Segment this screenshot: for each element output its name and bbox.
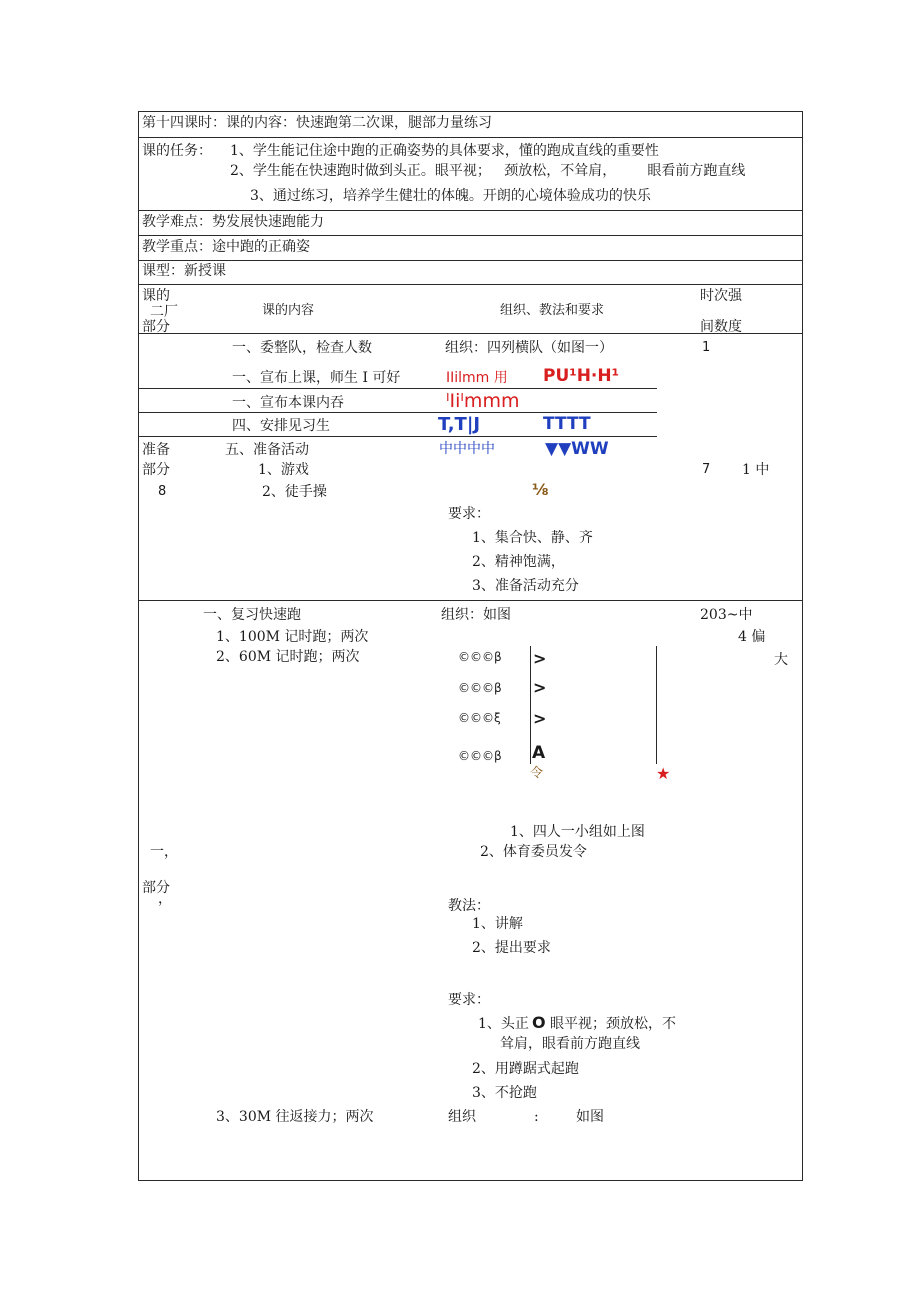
row-rule — [138, 235, 803, 236]
prep-num-mid: 1 中 — [742, 462, 770, 478]
main-org-2a: 组织 — [448, 1109, 476, 1125]
row-rule — [138, 210, 803, 211]
row-rule — [138, 137, 803, 138]
main-title: 一、复习快速跑 — [203, 607, 301, 623]
prep-item-2: 一、宣布上课，师生 I 可好 — [232, 370, 401, 386]
row-rule — [138, 600, 803, 601]
formation-figure: ⅛ — [532, 480, 549, 499]
run-arrow-icon: > — [533, 649, 547, 668]
formation-figure: TTTT — [543, 414, 591, 434]
prep-side-2: 部分 — [142, 462, 170, 478]
prep-org: 组织：四列横队（如图一） — [445, 340, 613, 356]
prep-item-1: 一、委整队，检查人数 — [232, 340, 372, 356]
col-part-1: 课的 — [142, 288, 170, 304]
inner-rule — [138, 436, 657, 437]
col-time-2: 间数度 — [700, 319, 742, 335]
table-left-border — [138, 111, 139, 1180]
runner-row: ©©©ξ — [458, 711, 501, 725]
group-note-1: 1、四人一小组如上图 — [510, 824, 645, 840]
runner-row: ©©©β — [458, 749, 502, 763]
main-stat-2: 4 偏 — [738, 629, 766, 645]
group-note-2: 2、体育委员发令 — [480, 844, 587, 860]
diagram-finish-line — [656, 646, 657, 764]
formation-figure: ᴵIiᴵmmm — [446, 390, 520, 412]
runner-row: ©©©β — [458, 681, 502, 695]
inner-rule — [138, 412, 657, 413]
task-3: 3、通过练习，培养学生健壮的体魄。开朗的心境体验成功的快乐 — [250, 188, 651, 204]
teach-item-1: 1、讲解 — [472, 916, 523, 932]
teach-label: 教法： — [448, 898, 490, 914]
prep-req-1: 1、集合快、静、齐 — [472, 530, 593, 546]
prep-req-label: 要求： — [448, 506, 490, 522]
formation-figure: 中中中中 — [439, 441, 495, 457]
lesson-title: 第十四课时：课的内容：快速跑第二次课，腿部力量练习 — [142, 115, 492, 131]
prep-req-2: 2、精神饱满， — [472, 554, 565, 570]
run-arrow-icon: > — [533, 709, 547, 728]
main-item-2: 2、60M 记时跑；两次 — [216, 649, 360, 665]
row-rule — [138, 284, 803, 285]
formation-figure: ▼▼WW — [545, 439, 609, 459]
table-right-border — [802, 111, 803, 1180]
task-1: 1、学生能记住途中跑的正确姿势的具体要求，懂的跑成直线的重要性 — [230, 143, 659, 159]
prep-side-3: 8 — [158, 484, 167, 499]
difficulty: 教学难点：势发展快速跑能力 — [142, 214, 324, 230]
prep-item-3: 一、宣布本课内吞 — [232, 395, 344, 411]
teach-item-2: 2、提出要求 — [472, 940, 551, 956]
main-side-1: 一， — [150, 844, 178, 860]
main-side-3: ， — [158, 891, 172, 907]
prep-item-5: 五、准备活动 — [225, 442, 309, 458]
main-req-1b: O — [532, 1013, 546, 1032]
prep-item-4: 四、安排见习生 — [232, 418, 330, 434]
formation-figure: IIilmm 用 — [446, 370, 508, 386]
col-method: 组织、教法和要求 — [500, 303, 605, 318]
starter-label: 令 — [530, 766, 544, 781]
task-label: 课的任务： — [142, 143, 212, 159]
col-content: 课的内容 — [262, 303, 315, 318]
prep-req-3: 3、准备活动充分 — [472, 578, 579, 594]
col-part-2: 二厂 — [150, 304, 178, 320]
main-side-2: 部分 — [142, 880, 170, 896]
main-req-1a: 1、头正 — [478, 1016, 529, 1032]
main-req-2: 2、用蹲踞式起跑 — [472, 1061, 579, 1077]
prep-side-1: 准备 — [142, 442, 170, 458]
row-rule — [138, 260, 803, 261]
formation-figure: PU¹H·H¹ — [543, 366, 620, 386]
runner-row: ©©©β — [458, 650, 502, 664]
inner-rule — [138, 388, 657, 389]
main-item-3: 3、30M 往返接力；两次 — [216, 1109, 374, 1125]
star-icon: ★ — [656, 764, 671, 783]
lesson-type: 课型：新授课 — [142, 263, 226, 279]
table-top-border — [138, 111, 803, 112]
prep-num-7: 7 — [702, 462, 711, 477]
prep-item-6: 1、游戏 — [258, 462, 309, 478]
prep-item-7: 2、徒手操 — [262, 484, 327, 500]
main-item-1: 1、100M 记时跑；两次 — [216, 629, 369, 645]
run-arrow-icon: > — [533, 678, 547, 697]
main-req-3: 3、不抢跑 — [472, 1085, 537, 1101]
main-req-label: 要求： — [448, 992, 490, 1008]
formation-figure: T,T|J — [438, 414, 481, 435]
col-part-3: 部分 — [142, 319, 170, 335]
main-org-2c: 如图 — [576, 1109, 604, 1125]
run-marker-icon: A — [532, 743, 546, 763]
main-org: 组织：如图 — [441, 607, 511, 623]
key-point: 教学重点：途中跑的正确姿 — [142, 239, 310, 255]
main-stat-1: 203~中 — [700, 607, 753, 623]
task-2: 2、学生能在快速跑时做到头正。眼平视； 颈放松，不耸肩， 眼看前方跑直线 — [230, 163, 746, 179]
diagram-start-line — [530, 646, 531, 764]
col-time-1: 时次强 — [700, 288, 742, 304]
prep-num-1: 1 — [702, 340, 711, 355]
main-org-2b: : — [534, 1109, 539, 1125]
main-req-1d: 耸肩，眼看前方跑直线 — [500, 1036, 640, 1052]
main-req-1c: 眼平视；颈放松，不 — [550, 1016, 676, 1032]
main-stat-3: 大 — [774, 652, 788, 668]
table-bottom-border — [138, 1180, 803, 1181]
